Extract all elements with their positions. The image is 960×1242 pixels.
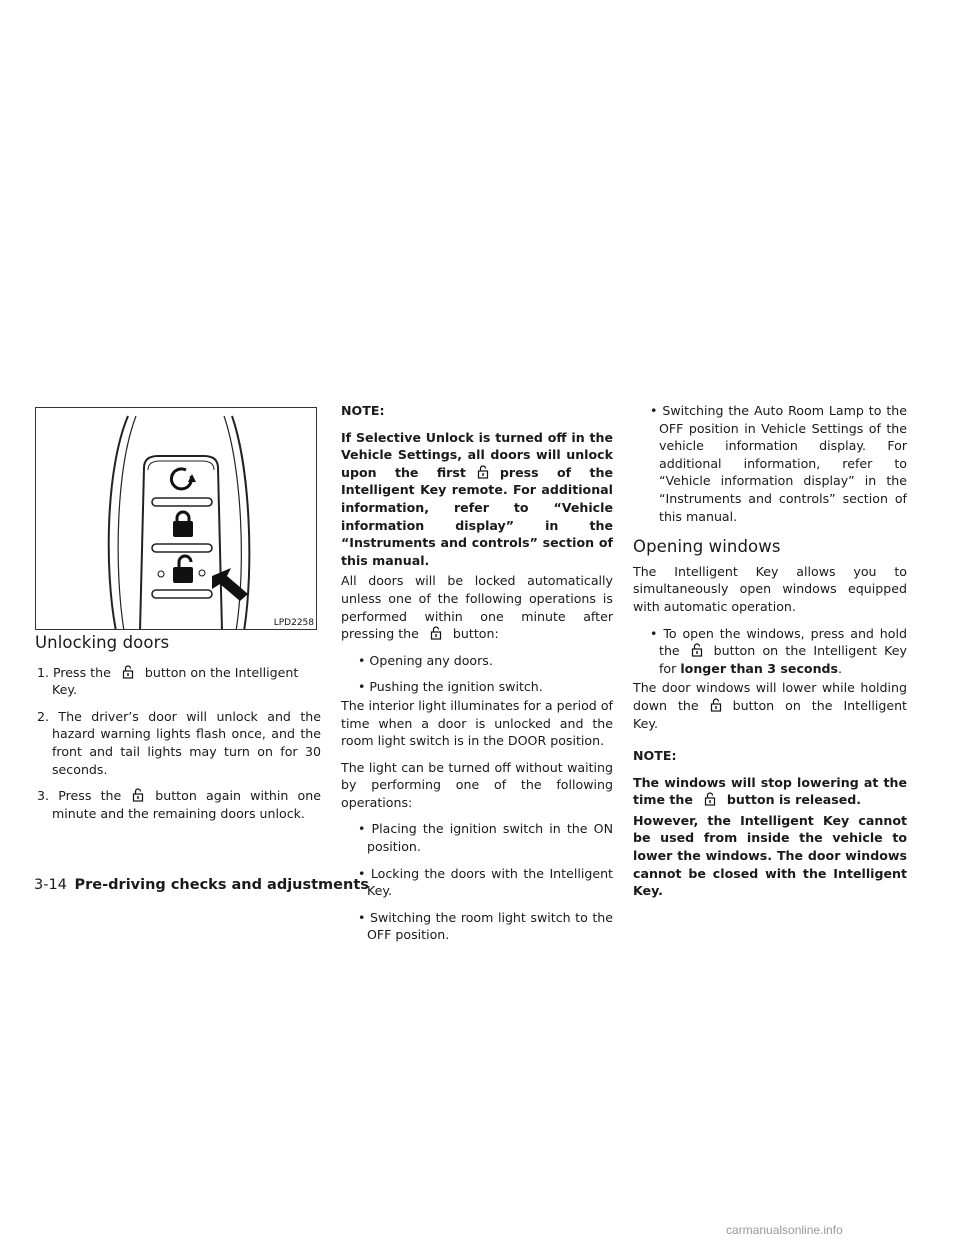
unlock-icon <box>121 788 155 802</box>
windows-lower-text: The door windows will lower while holding down the button on the Intelligent Key. <box>633 680 907 731</box>
opening-windows-heading: Opening windows <box>633 537 781 557</box>
windows-note: The windows will stop lowering at the time the button is released. <box>633 774 907 808</box>
interior-light-text: The interior light illuminates for a period of time when a door is unlocked and the room light switch is in the DOOR position. <box>341 697 613 749</box>
middle-column <box>341 402 613 944</box>
windows-intro: The Intelligent Key allows you to simultaneously open windows equipped with automatic operation. <box>633 563 907 614</box>
selective-unlock-note: If Selective Unlock is turned off in the Vehicle Settings, all doors will unlock upon the first press of the Intelligent Key remote. For additional information, refer to “Vehicle information display” in the “Instruments and controls” section of this manual. <box>341 429 613 568</box>
unlock-icon <box>693 792 727 806</box>
list-item: • Switching the room light switch to the OFF position. <box>358 909 613 943</box>
list-item: • Opening any doors. <box>358 652 493 668</box>
step-1: 1. Press the button on the Intelligent Key. <box>37 664 299 698</box>
key-fob-figure <box>35 407 317 630</box>
unlock-icon <box>111 665 145 679</box>
watermark: carmanualsonline.info <box>726 1223 843 1237</box>
left-column <box>35 634 321 822</box>
windows-note-2: However, the Intelligent Key cannot be used from inside the vehicle to lower the windows. The door windows cannot be closed with the Intelligent Key. <box>633 812 907 899</box>
intelligent-key-illustration <box>36 408 317 630</box>
right-column <box>633 402 907 900</box>
step-2: 2. The driver’s door will unlock and the hazard warning lights flash once, and the front and tail lights may turn on for 30 seconds. <box>37 708 321 777</box>
list-item: • Locking the doors with the Intelligent Key. <box>358 865 613 899</box>
figure-label: LPD2258 <box>273 618 314 628</box>
unlocking-doors-heading: Unlocking doors <box>35 633 170 652</box>
list-item: • To open the windows, press and hold the button on the Intelligent Key for longer than 3 seconds. <box>650 625 907 676</box>
list-item: • Switching the Auto Room Lamp to the OFF position in Vehicle Settings of the vehicle information display. For additional information, refer to “Vehicle information display” in the “Instruments and controls” section of this manual. <box>650 403 907 524</box>
step-3: 3. Press the button again within one minute and the remaining doors unlock. <box>37 788 321 821</box>
unlock-icon <box>466 465 500 479</box>
page-number: 3-14 <box>34 877 67 893</box>
note-label: NOTE: <box>341 403 385 418</box>
unlock-icon <box>680 643 714 657</box>
list-item: • Placing the ignition switch in the ON position. <box>358 821 613 855</box>
note-label: NOTE: <box>633 748 677 764</box>
unlock-icon <box>699 698 733 712</box>
unlock-icon <box>419 626 453 640</box>
light-off-text: The light can be turned off without waiting by performing one of the following operations: <box>341 759 613 810</box>
list-item: • Pushing the ignition switch. <box>358 679 543 695</box>
section-title: Pre-driving checks and adjustments <box>74 877 369 893</box>
auto-lock-text: All doors will be locked automatically unless one of the following operations is performed within one minute after pressing the button: <box>341 573 613 642</box>
page-footer <box>34 877 369 893</box>
